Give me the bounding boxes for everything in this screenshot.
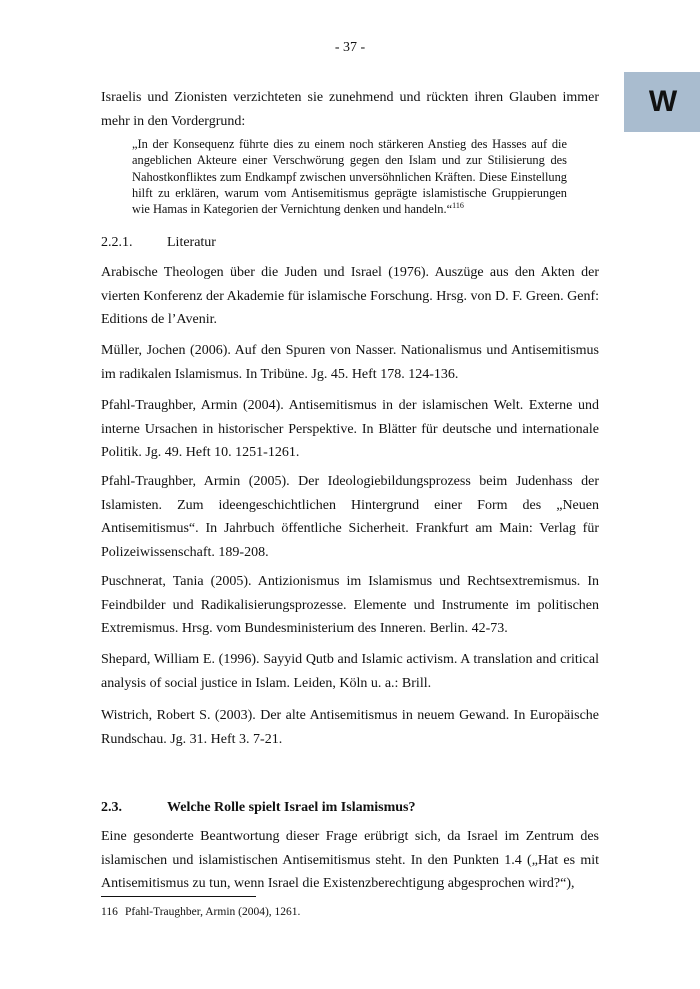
reference-entry: Wistrich, Robert S. (2003). Der alte Antisemitismus in neuem Gewand. In Europäische Rundschau. Jg. 31. Heft 3. 7-21. — [101, 708, 599, 747]
footnote-divider — [101, 896, 256, 897]
footnote-number: 116 — [101, 906, 118, 918]
reference-entry: Müller, Jochen (2006). Auf den Spuren von Nasser. Nationalismus und Antisemitismus im radikalen Islamismus. In Tribüne. Jg. 45. Heft 178. 124-136. — [101, 343, 599, 382]
side-tab — [624, 72, 700, 132]
section-title: Welche Rolle spielt Israel im Islamismus? — [167, 800, 416, 815]
page-number: - 37 - — [334, 40, 366, 55]
block-quote — [132, 136, 567, 217]
section-heading-literature — [101, 235, 216, 251]
intro-paragraph: Israelis und Zionisten verzichteten sie zunehmend und rückten ihren Glauben immer mehr in den Vordergrund: — [101, 90, 599, 129]
reference-entry: Puschnerat, Tania (2005). Antizionismus im Islamismus und Rechtsextremismus. In Feindbilder und Radikalisierungsprozesse. Elemente und Instrumente im politischen Extremismus. Hrsg. vom Bundesministerium des Inneren. Berlin. 42-73. — [101, 574, 599, 637]
footnote-text: Pfahl-Traughber, Armin (2004), 1261. — [125, 906, 301, 918]
section-heading-israel — [101, 800, 416, 816]
side-tab-logo: W — [648, 85, 676, 118]
closing-paragraph: Eine gesonderte Beantwortung dieser Frage erübrigt sich, da Israel im Zentrum des islamischen und islamistischen Antisemitismus steht. In den Punkten 1.4 („Hat es mit Antisemitismus zu tun, wenn Israel die Existenzberechtigung abgesprochen wird?“), — [101, 829, 599, 892]
quote-text: „In der Konsequenz führte dies zu einem noch stärkeren Anstieg des Hasses auf die angeblichen Akteure einer Verschwörung gegen den Islam und zur Stilisierung des Nahostkonfliktes zum Endkampf zwischen unversöhnlichen Kräften. Diese Einstellung hilft zu erklären, warum vom Antisemitismus geprägte islamistische Gruppierungen wie Hamas in Kategorien der Vernichtung denken und handeln.“ — [132, 137, 567, 217]
reference-entry: Shepard, William E. (1996). Sayyid Qutb and Islamic activism. A translation and critical analysis of social justice in Islam. Leiden, Köln u. a.: Brill. — [101, 652, 599, 691]
reference-entry: Pfahl-Traughber, Armin (2004). Antisemitismus in der islamischen Welt. Externe und interne Ursachen in historischer Perspektive. In Blätter für deutsche und internationale Politik. Jg. 49. Heft 10. 1251-1261. — [101, 398, 599, 461]
section-number: 2.3. — [101, 800, 122, 815]
section-number: 2.2.1. — [101, 235, 133, 250]
reference-entry: Arabische Theologen über die Juden und Israel (1976). Auszüge aus den Akten der vierten Konferenz der Akademie für islamische Forschung. Hrsg. von D. F. Green. Genf: Editions de l’Avenir. — [101, 265, 599, 328]
footnote — [101, 906, 300, 918]
footnote-ref: 116 — [452, 201, 464, 211]
section-title: Literatur — [167, 235, 216, 250]
reference-entry: Pfahl-Traughber, Armin (2005). Der Ideologiebildungsprozess beim Judenhass der Islamisten. Zum ideengeschichtlichen Hintergrund einer Form des „Neuen Antisemitismus“. In Jahrbuch öffentliche Sicherheit. Frankfurt am Main: Verlag für Polizeiwissenschaft. 189-208. — [101, 474, 599, 560]
